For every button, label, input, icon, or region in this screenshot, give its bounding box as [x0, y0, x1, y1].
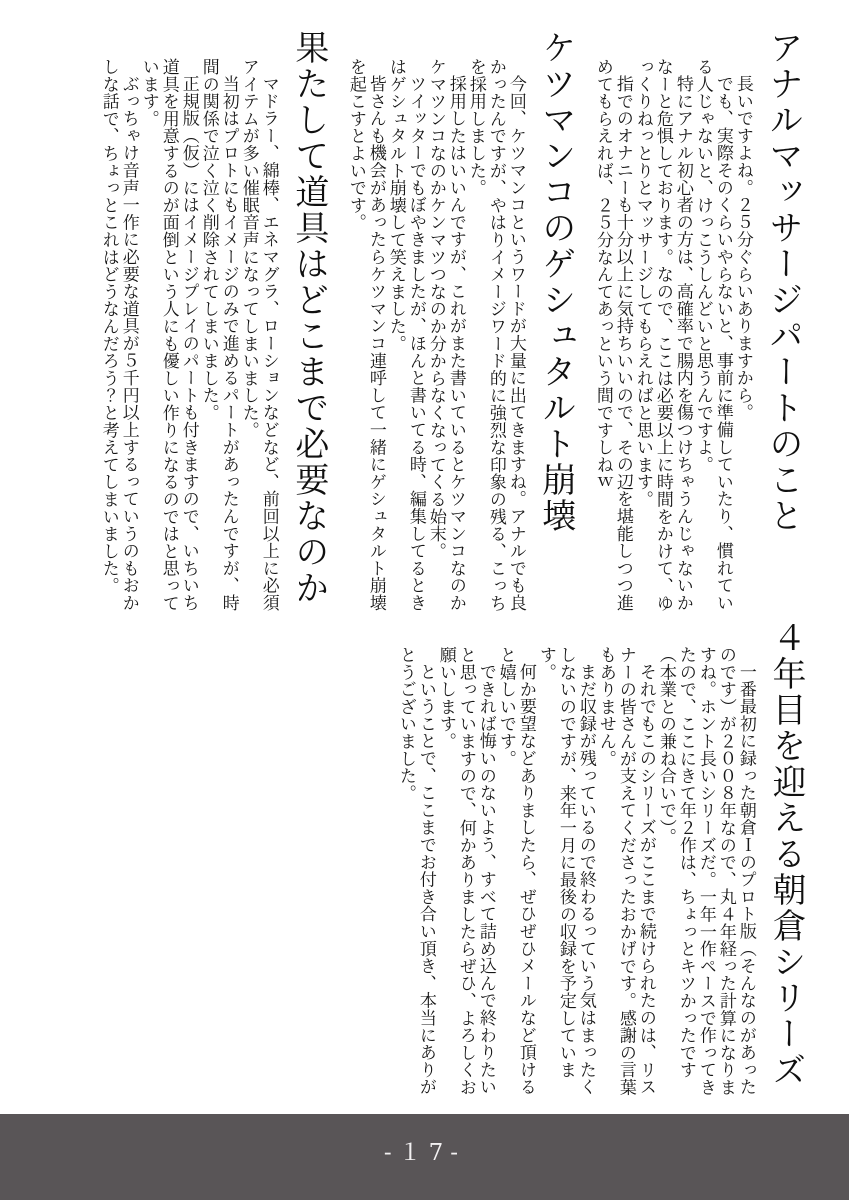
paragraph: 皆さんも機会があったらケツマンコ連呼して一緒にゲシュタルト崩壊を起こすとよいです。 — [345, 58, 386, 612]
article-bottom-flow — [396, 620, 815, 1108]
paragraph: 当初はプロトにもイメージのみで進めるパートがあったんですが、時間の関係で泣く泣く削除されてしまいました。 — [198, 58, 239, 612]
section-heading: ケツマンコのゲシュタルト崩壊 — [535, 30, 576, 534]
paragraph: 今回、ケツマンコというワードが大量に出てきますね。アナルでも良かったんですが、やはりイメージワード的に強烈な印象の残る、こっちを採用しました。 — [465, 58, 526, 612]
paragraph: マドラー、綿棒、エネマグラ、ローションなどなど、前回以上に必須アイテムが多い催眠音声になってしまいました。 — [238, 58, 279, 612]
paragraph: でも、実際そのくらいやらないと、事前に準備していたり、慣れている人じゃないと、けっこうしんどいと思うんですよ。 — [692, 58, 733, 612]
article-top-flow — [99, 30, 812, 612]
paragraph: 正規版（仮）にはイメージプレイのパートも付きますので、いちいち道具を用意するのが面倒という人にも優しい作りになるのではと思っています。 — [138, 58, 199, 612]
paragraph: ぶっちゃけ音声一作に必要な道具が５千円以上するっていうのもおかしな話で、ちょっとこれはどうなんだろう？と考えてしまいました。 — [98, 58, 139, 612]
section-gestalt-collapse — [346, 30, 575, 612]
section-anal-massage-part — [593, 30, 802, 612]
section-heading: ４年目を迎える朝倉シリーズ — [766, 620, 806, 1088]
section-tools-necessity — [99, 30, 328, 612]
section-body — [346, 30, 526, 612]
section-asakura-series-year4 — [396, 620, 805, 1108]
page-footer — [0, 1114, 849, 1200]
paragraph: 長いですよね。２５分ぐらいありますから。 — [732, 75, 753, 421]
paragraph: 何か要望などありましたら、ぜひぜひメールなど頂けると嬉しいです。 — [495, 646, 536, 1096]
paragraph: 一番最初に録った朝倉Ｉのプロト版（そんなのがあったのです）が２００８年なので、丸４年経った計算になりますね。ホント長いシリーズだ。一年一作ペースで作ってきたので、ここにきて年２作は、ちょっとキツかったです（本業との兼ね合いで）。 — [655, 646, 756, 1096]
paragraph: ということで、ここまでお付き合い頂き、本当にありがとうございました。 — [395, 646, 436, 1096]
paragraph: 指でのオナニーも十分以上に気持ちいいので、その辺を堪能しつつ進めてもらえれば、２５分なんてあっという間ですしねｗ — [592, 58, 633, 612]
paragraph: できれば悔いのないよう、すべて詰め込んで終わりたいと思っていますので、何かありましたらぜひ、よろしくお願いします。 — [435, 646, 496, 1096]
paragraph: 採用したはいいんですが、これがまた書いているとケツマンコなのかケマツンコなのかケンマツつなのか分からなくなってくる始末。 — [425, 58, 466, 612]
section-body — [396, 620, 756, 1108]
section-heading: 果たして道具はどこまで必要なのか — [288, 30, 329, 606]
section-body — [593, 30, 753, 612]
page-number: -１7- — [383, 1140, 466, 1166]
paragraph: まだ収録が残っているので終わるっていう気はまったくしないのですが、来年一月に最後の収録を予定しています。 — [535, 646, 596, 1096]
section-body — [99, 30, 279, 612]
paragraph: それでもこのシリーズがここまで続けられたのは、リスナーの皆さんが支えてくださったおかげです。感謝の言葉もありません。 — [595, 646, 656, 1096]
paragraph: 特にアナル初心者の方は、高確率で腸内を傷つけちゃうんじゃないかなーと危惧しております。なので、ここは必要以上に時間をかけて、ゆっくりねっとりとマッサージしてもらえればと思います。 — [632, 58, 693, 612]
paragraph: ツイッターでもぼやきましたが、ほんと書いてる時、編集してるときはゲシュタルト崩壊して笑えました。 — [385, 58, 426, 612]
section-heading: アナルマッサージパートのこと — [763, 30, 803, 534]
